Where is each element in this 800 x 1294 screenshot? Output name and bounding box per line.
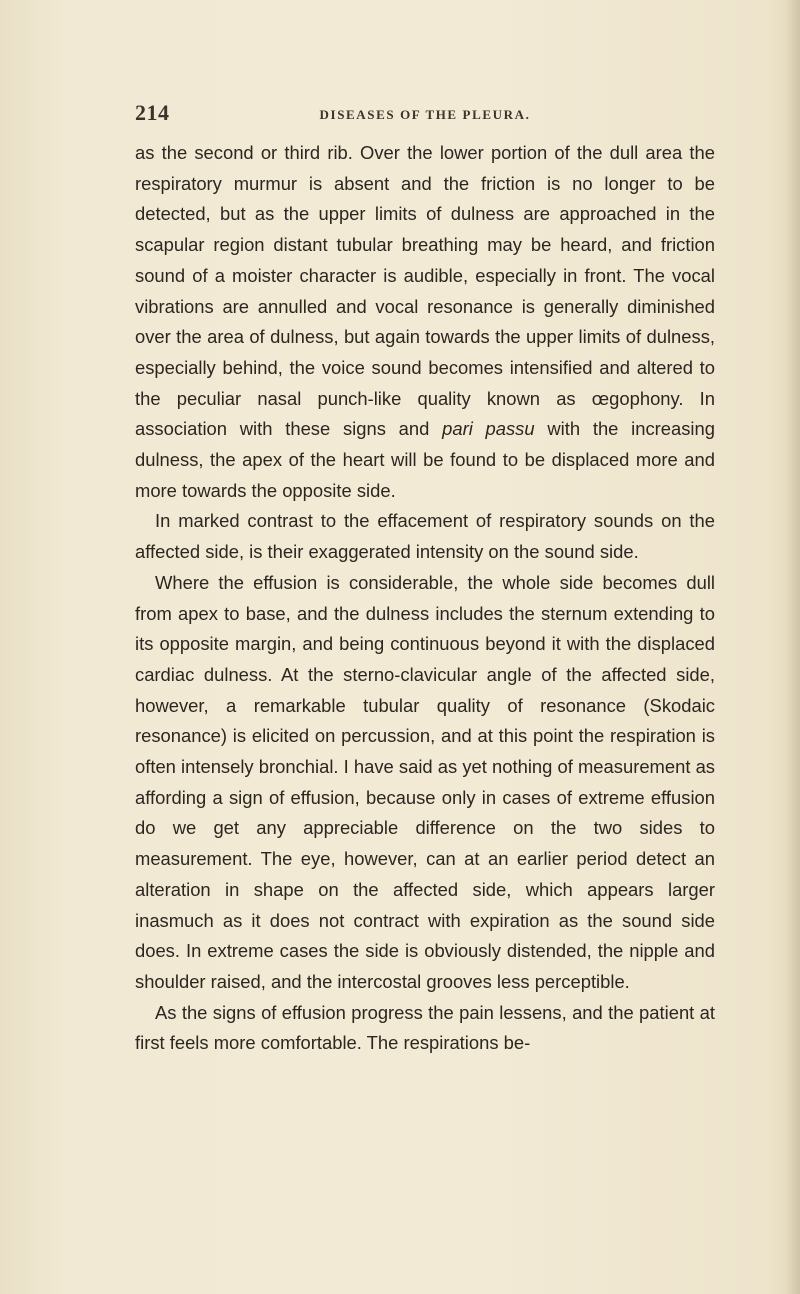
body-text <box>135 138 715 1059</box>
paragraph-2: In marked contrast to the effacement of respiratory sounds on the affected side, is their exaggerated intensity on the sound side. <box>135 510 715 563</box>
running-head: DISEASES OF THE PLEURA. <box>319 107 531 122</box>
latin-phrase: pari passu <box>442 418 535 440</box>
paragraph-1-text: as the second or third rib. Over the lower portion of the dull area the respiratory murmur is absent and the friction is no longer to be detected, but as the upper limits of dulness are approached in the scapular region distant tubular breathing may be heard, and friction sound of a moister character is audible, especially in front. The vocal vibrations are annulled and vocal resonance is generally diminished over the area of dulness, but again towards the upper limits of dulness, especially behind, the voice sound becomes intensified and altered to the peculiar nasal punch-like quality known as œgophony. In association with these signs and <box>135 142 715 440</box>
paragraph-1 <box>135 138 715 506</box>
paragraph-1-text-end: with the increasing dulness, the apex of the heart will be found to be displaced more and more towards the opposite side. <box>135 418 715 501</box>
page-number: 214 <box>135 100 170 125</box>
paragraph-4: As the signs of effusion progress the pain lessens, and the patient at first feels more comfortable. The respirations be- <box>135 1001 715 1054</box>
page-edge-shadow <box>786 0 800 1294</box>
paragraph-3: Where the effusion is considerable, the whole side becomes dull from apex to base, and the dulness includes the sternum extending to its opposite margin, and being continuous beyond it with the displaced cardiac dulness. At the sterno-clavicular angle of the affected side, however, a remarkable tubular quality of resonance (Skodaic resonance) is elicited on percussion, and at this point the respiration is often intensely bronchial. I have said as yet nothing of measurement as affording a sign of effusion, because only in cases of extreme effusion do we get any appreciable difference on the two sides to measurement. The eye, however, can at an earlier period detect an alteration in shape on the affected side, which appears larger inasmuch as it does not contract with expiration as the sound side does. In extreme cases the side is obviously distended, the nipple and shoulder raised, and the intercostal grooves less perceptible. <box>135 571 715 992</box>
page-header <box>135 100 715 130</box>
